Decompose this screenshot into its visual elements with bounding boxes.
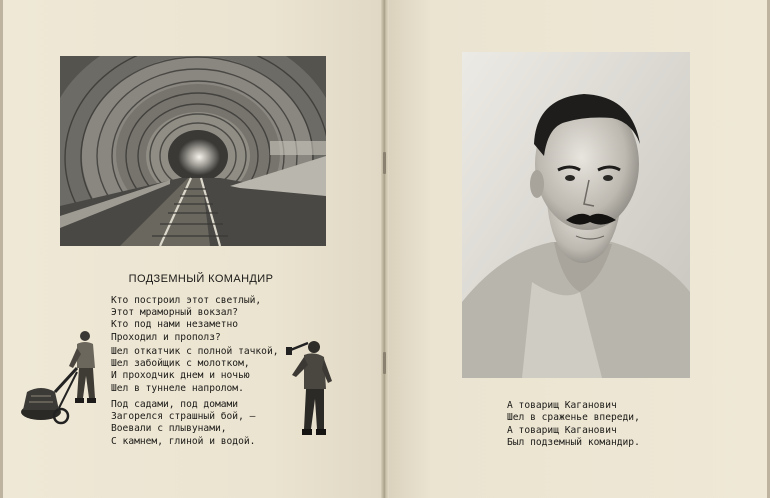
left-page (0, 0, 384, 498)
staple (383, 352, 386, 374)
poem-stanza-3 (111, 399, 301, 448)
poem-line: Проходил и прополз? (111, 331, 221, 343)
poem-title: ПОДЗЕМНЫЙ КОМАНДИР (128, 273, 274, 285)
verse-line: А товарищ Каганович (507, 400, 617, 411)
tunnel-photo (60, 56, 326, 246)
worker-with-cart-illustration (19, 326, 107, 434)
right-page (386, 0, 770, 498)
poem-stanza-2 (111, 346, 301, 395)
verse-line: А товарищ Каганович (507, 424, 617, 436)
verse (507, 400, 677, 450)
poem-line: Под садами, под домами (111, 399, 239, 410)
poem-line: Шел откатчик с полной тачкой, (111, 346, 279, 357)
staple (383, 152, 386, 174)
poem-line: Шел в туннеле напролом. (111, 382, 244, 394)
poem-line: С камнем, глиной и водой. (111, 435, 256, 447)
poem-line: Воевали с плывунами, (111, 423, 227, 435)
poem-line: Загорелся страшный бой, — (111, 411, 256, 423)
book-gutter (381, 0, 389, 498)
poem-line: Кто построил этот светлый, (111, 295, 262, 306)
poem-stanza-1 (111, 295, 301, 344)
portrait-photo (462, 52, 690, 378)
verse-line: Был подземный командир. (507, 437, 640, 449)
poem-line: Этот мраморный вокзал? (111, 307, 239, 319)
poem-line: И проходчик днем и ночью (111, 370, 250, 382)
poem-line: Шел забойщик с молотком, (111, 358, 250, 370)
poem-line: Кто под нами незаметно (111, 319, 239, 331)
verse-line: Шел в сраженье впереди, (507, 412, 640, 424)
worker-with-hammer-illustration (286, 337, 336, 445)
